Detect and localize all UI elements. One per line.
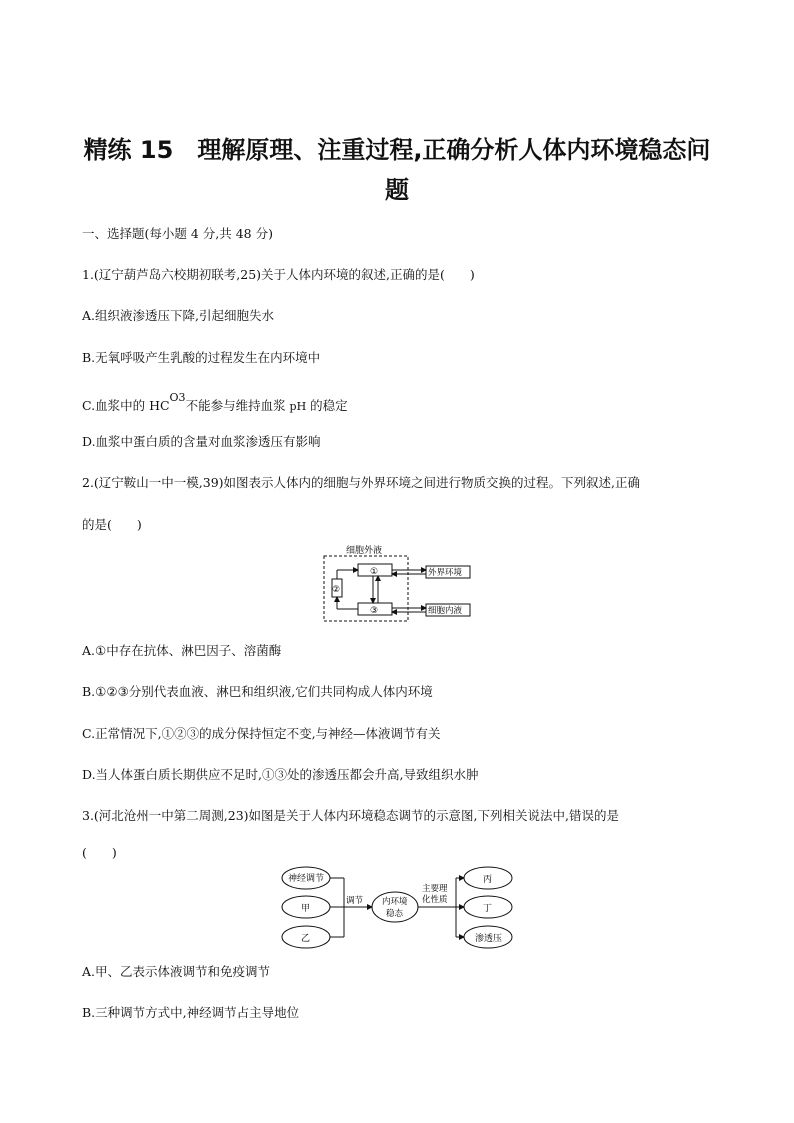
q3-stem-line1: 3.(河北沧州一中第二周测,23)如图是关于人体内环境稳态调节的示意图,下列相关说法中,错误的是 — [82, 808, 620, 823]
node-ding-label: 丁 — [483, 904, 493, 914]
page-title — [60, 130, 734, 210]
q1-option-c-prefix: C.血浆中的 HC — [82, 398, 170, 413]
intracellular-fluid-label: 细胞内液 — [428, 606, 463, 616]
q1-option-c-middle: 不能参与维持血浆 — [185, 398, 290, 413]
page-title-line1: 精练 15 理解原理、注重过程,正确分析人体内环境稳态问 — [83, 136, 711, 164]
physicochemical-label-line2: 化性质 — [422, 895, 448, 905]
q1-stem: 1.(辽宁葫芦岛六校期初联考,25)关于人体内环境的叙述,正确的是( ) — [82, 267, 475, 282]
section-heading: 一、选择题(每小题 4 分,共 48 分) — [82, 226, 273, 241]
q1-option-a: A.组织液渗透压下降,引起细胞失水 — [82, 308, 274, 323]
node-bing-label: 丙 — [483, 875, 493, 885]
q3-diagram — [278, 862, 518, 954]
q3-stem-line2: ( ) — [82, 845, 117, 860]
q1-option-c-suffix: 的稳定 — [306, 398, 348, 413]
regulation-arrow-label: 调节 — [346, 896, 364, 906]
q1-option-c — [82, 391, 348, 414]
page-title-line2: 题 — [385, 176, 409, 204]
q1-option-c-ph: pH — [289, 400, 307, 413]
node-yi-label: 乙 — [301, 934, 311, 944]
homeostasis-label-line2: 稳态 — [386, 909, 404, 919]
q2-option-d: D.当人体蛋白质长期供应不足时,①③处的渗透压都会升高,导致组织水肿 — [82, 767, 479, 782]
q3-option-b: B.三种调节方式中,神经调节占主导地位 — [82, 1005, 300, 1020]
compartment-1-label: ① — [370, 567, 379, 577]
osmotic-pressure-label: 渗透压 — [475, 934, 503, 944]
q2-option-b: B.①②③分别代表血液、淋巴和组织液,它们共同构成人体内环境 — [82, 684, 433, 699]
node-jia-label: 甲 — [301, 904, 311, 914]
external-environment-label: 外界环境 — [428, 568, 463, 578]
homeostasis-label-line1: 内环境 — [382, 897, 408, 907]
physicochemical-label-line1: 主要理 — [422, 884, 448, 894]
q1-option-d: D.血浆中蛋白质的含量对血浆渗透压有影响 — [82, 434, 321, 449]
compartment-3-label: ③ — [370, 606, 379, 616]
q2-option-c: C.正常情况下,①②③的成分保持恒定不变,与神经—体液调节有关 — [82, 726, 441, 741]
q3-option-a: A.甲、乙表示体液调节和免疫调节 — [82, 964, 271, 979]
nervous-regulation-label: 神经调节 — [288, 874, 325, 884]
q2-stem-line1: 2.(辽宁鞍山一中一模,39)如图表示人体内的细胞与外界环境之间进行物质交换的过程。下列叙述,正确 — [82, 475, 641, 490]
q2-stem-line2: 的是( ) — [82, 517, 142, 532]
q1-option-c-formula: O3 — [169, 391, 186, 404]
q2-diagram — [318, 544, 484, 624]
q2-option-a: A.①中存在抗体、淋巴因子、溶菌酶 — [82, 643, 282, 658]
compartment-2-label: ② — [332, 585, 341, 595]
extracellular-fluid-label: 细胞外液 — [346, 546, 383, 556]
q1-option-b: B.无氧呼吸产生乳酸的过程发生在内环境中 — [82, 350, 321, 365]
